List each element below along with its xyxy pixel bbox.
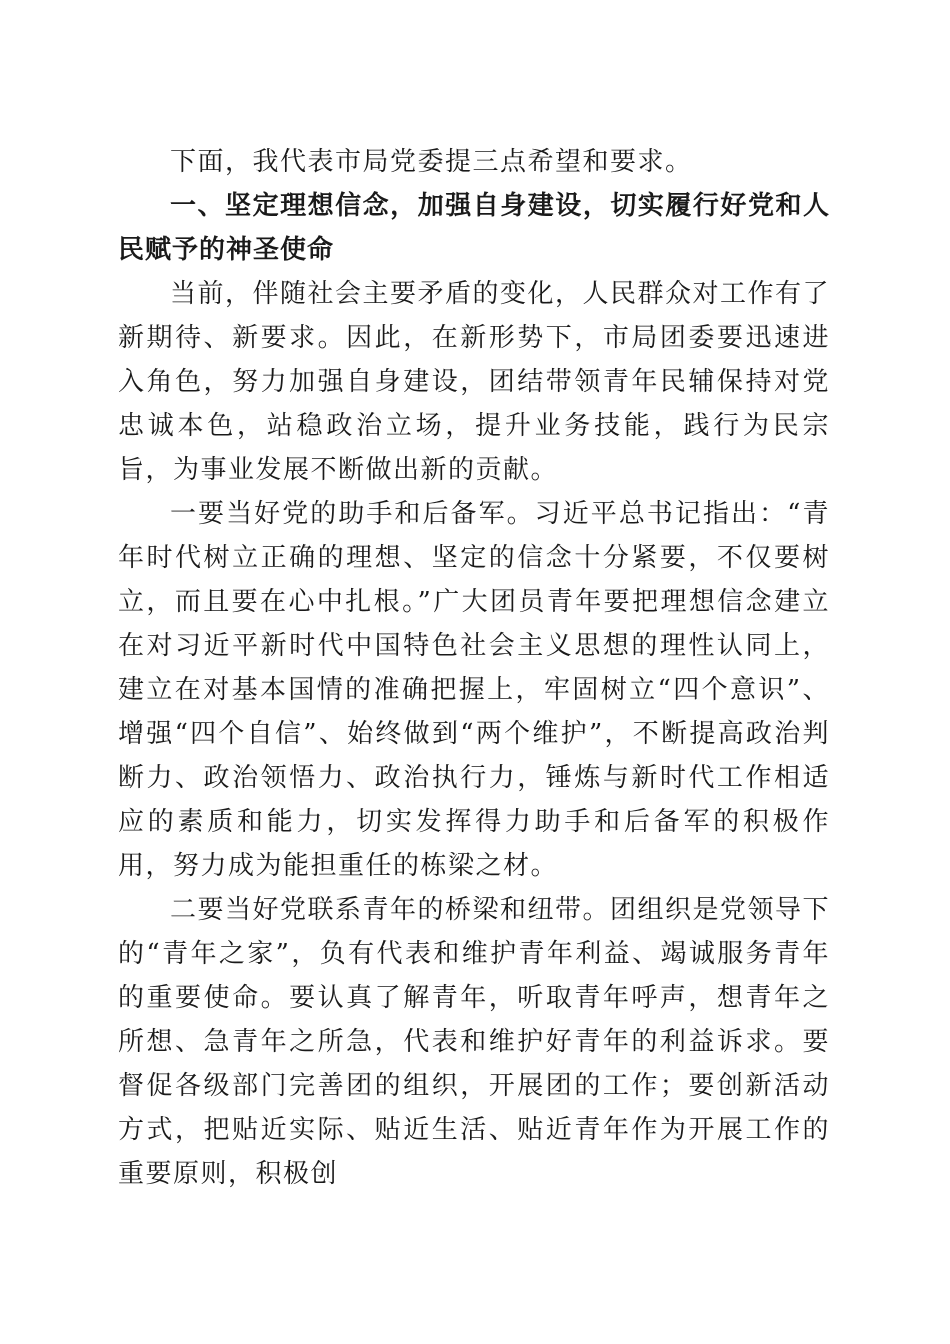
body-paragraph-3: 二要当好党联系青年的桥梁和纽带。团组织是党领导下的“青年之家”，负有代表和维护青年利益、竭诚服务青年的重要使命。要认真了解青年，听取青年呼声，想青年之所想、急青年之所急，代表和维护好青年的利益诉求。要督促各级部门完善团的组织，开展团的工作；要创新活动方式，把贴近实际、贴近生活、贴近青年作为开展工作的重要原则，积极创 (118, 895, 831, 1189)
document-body (118, 140, 830, 1196)
intro-paragraph: 下面，我代表市局党委提三点希望和要求。 (170, 147, 693, 177)
body-paragraph-2: 一要当好党的助手和后备军。习近平总书记指出：“青年时代树立正确的理想、坚定的信念十分紧要，不仅要树立，而且要在心中扎根。”广大团员青年要把理想信念建立在对习近平新时代中国特色社会主义思想的理性认同上，建立在对基本国情的准确把握上，牢固树立“四个意识”、增强“四个自信”、始终做到“两个维护”，不断提高政治判断力、政治领悟力、政治执行力，锤炼与新时代工作相适应的素质和能力，切实发挥得力助手和后备军的积极作用，努力成为能担重任的栋梁之材。 (118, 499, 830, 881)
body-paragraph-1: 当前，伴随社会主要矛盾的变化，人民群众对工作有了新期待、新要求。因此，在新形势下，市局团委要迅速进入角色，努力加强自身建设，团结带领青年民辅保持对党忠诚本色，站稳政治立场，提升业务技能，践行为民宗旨，为事业发展不断做出新的贡献。 (118, 279, 831, 485)
section-heading: 一、坚定理想信念，加强自身建设，切实履行好党和人民赋予的神圣使命 (118, 191, 830, 265)
